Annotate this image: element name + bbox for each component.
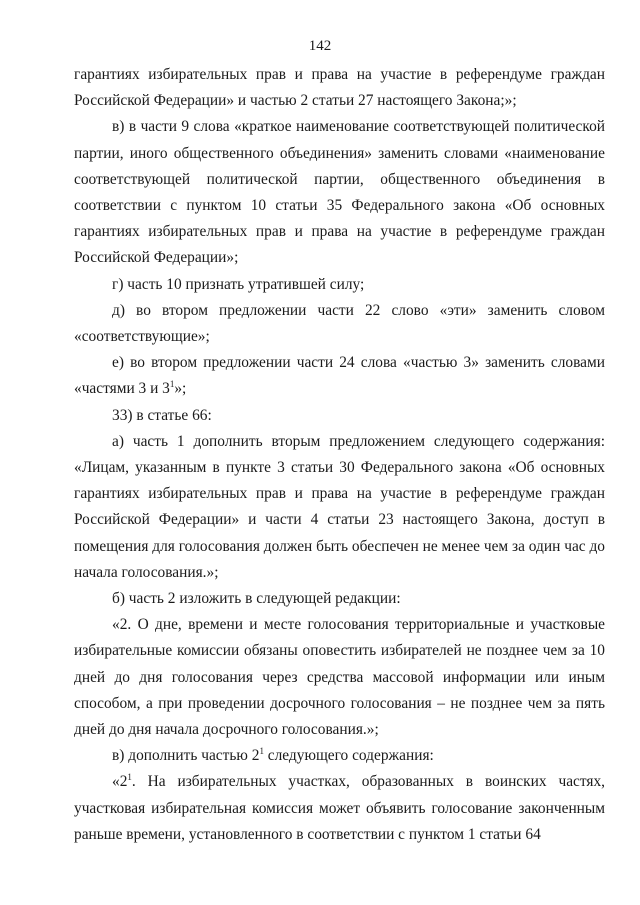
paragraph: гарантиях избирательных прав и права на участие в референдуме граждан Российской Федерации» и частью 2 статьи 27 настоящего Закона;»; [74,66,605,110]
paragraph: 33) в статье 66: [112,406,212,424]
paragraph: «2. О дне, времени и месте голосования территориальные и участковые избирательные комиссии обязаны оповестить избирателей не позднее чем за 10 дней до дня голосования через средства массовой информации или иным способом, а при проведении досрочного голосования – не позднее чем за пять дней до дня начала досрочного голосования.»; [74,616,605,739]
paragraph: б) часть 2 изложить в следующей редакции: [112,590,401,608]
page-number: 142 [308,38,332,54]
superscript: 1 [127,772,132,783]
paragraph: а) часть 1 дополнить вторым предложением следующего содержания: «Лицам, указанным в пункте 3 статьи 30 Федерального закона «Об основных гарантиях избирательных прав и права на участие в референдуме граждан Российской Федерации» и части 4 статьи 23 настоящего Закона, доступ в помещения для голосования должен быть обеспечен не менее чем за один час до начала голосования.»; [74,432,605,581]
paragraph: д) во втором предложении части 22 слово «эти» заменить словом «соответствующие»; [74,301,605,346]
paragraph: г) часть 10 признать утратившей силу; [112,275,365,293]
paragraph: е) во втором предложении части 24 слова «частью 3» заменить словами «частями 3 и $3^1$»; [74,354,605,398]
document-body [74,62,605,848]
paragraph: «$2^1$. На избирательных участках, образованных в воинских частях, участковая избирательная комиссия может объявить голосование законченным раньше времени, установленного в соответствии с пунктом 1 статьи 64 [74,772,605,843]
paragraph: в) в части 9 слова «краткое наименование соответствующей политической партии, иного общественного объединения» заменить словами «наименование соответствующей политической партии, общественного объединения в соответствии с пунктом 10 статьи 35 Федерального закона «Об основных гарантиях избирательных прав и права на участие в референдуме граждан Российской Федерации»; [74,118,605,267]
paragraph: в) дополнить частью $2^1$ следующего содержания: [112,746,434,765]
superscript: 1 [259,746,264,757]
superscript: 1 [169,379,175,390]
